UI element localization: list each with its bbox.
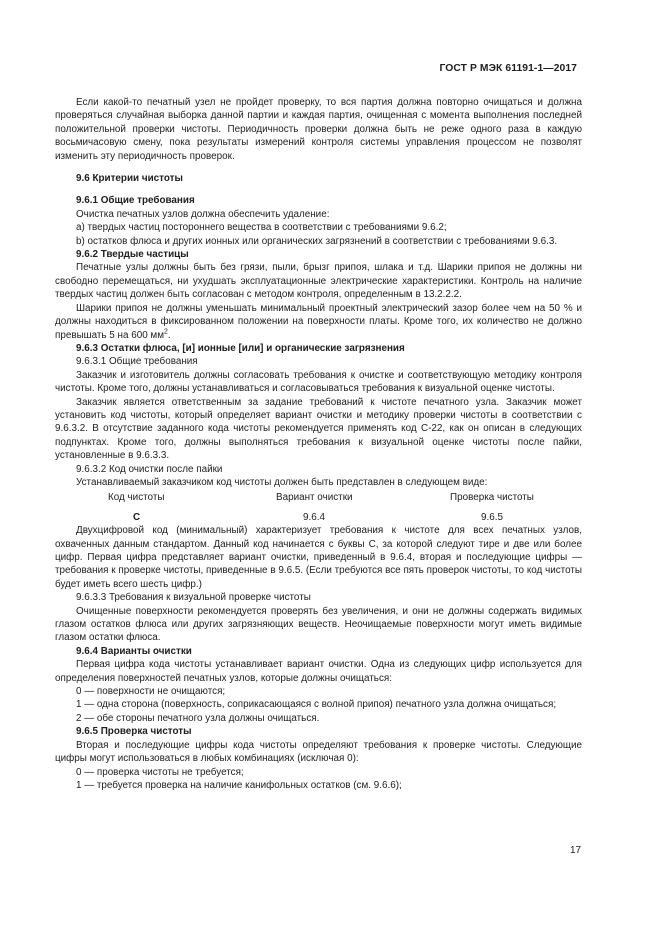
section-9-6-3-3-title: 9.6.3.3 Требования к визуальной проверке чистоты [76, 592, 311, 604]
paragraph: Печатные узлы должны быть без грязи, пыли, брызг припоя, шлака и т.д. Шарики припоя не должны ни свободно перемещаться, ни ухудшать эксплуатационные электрические характеристики. Контроль на наличие твердых частиц должен быть согласован с методом контроля, определенным в 13.2.2.2. [55, 262, 582, 301]
paragraph: Двухцифровой код (минимальный) характеризует требования к чистоте для всех печатных узлов, охваченных данным стандартом. Данный код начинается с буквы С, за которой следуют тире и две или более цифр. Первая цифра представляет вариант очистки, приведенный в 9.6.4, вторая и последующие цифры — требования к проверке чистоты, приведенные в 9.6.5. (Если требуются все пять проверок чистоты, то код чистоты будет иметь всего шесть цифр.) [55, 525, 582, 590]
cleanliness-check-value: 9.6.5 [481, 511, 503, 523]
section-9-6-4-title: 9.6.4 Варианты очистки [76, 645, 192, 657]
page-number: 17 [570, 845, 582, 856]
document-header: ГОСТ Р МЭК 61191-1—2017 [439, 63, 577, 74]
paragraph: Устанавливаемый заказчиком код чистоты должен быть представлен в следующем виде: [76, 476, 488, 488]
cleaning-option-label: Вариант очистки [276, 492, 353, 504]
list-item: 0 — проверка чистоты не требуется; [76, 766, 244, 778]
paragraph: Очищенные поверхности рекомендуется проверять без увеличения, и они не должны содержать видимых глазом остатков флюса или других загрязняющих веществ. Неочищаемые поверхности могут иметь видимые глазом остатки флюса. [55, 605, 582, 644]
paragraph: Заказчик является ответственным за задание требований к чистоте печатного узла. Заказчик может установить код чистоты, который определяет вариант очистки и методику проверки чистоты в соответствии с 9.6.3.2. В отсутствие заданного кода чистоты рекомендуется применять код С-22, как он описан в следующих подпунктах. Кроме того, должны выполняться требования к визуальной оценке чистоты после пайки, установленные в 9.6.3.3. [55, 396, 582, 462]
paragraph: Шарики припоя не должны уменьшать минимальный проектный электрический зазор более чем на 50 % и должны находиться в фиксированном положении на поверхности платы. Кроме того, их количество не должно превышать 5 на 600 $мм^2$. [55, 302, 582, 341]
section-9-6-3-1-title: 9.6.3.1 Общие требования [76, 356, 198, 368]
list-item: 1 — требуется проверка на наличие канифольных остатков (см. 9.6.6); [76, 779, 402, 791]
page-content [55, 96, 582, 792]
list-item: 1 — одна сторона (поверхность, соприкасающаяся с волной припоя) печатного узла должна очищаться; [76, 699, 557, 711]
section-9-6-5-title: 9.6.5 Проверка чистоты [76, 726, 192, 738]
list-item: а) твердых частиц постороннего вещества в соответствии с требованиями 9.6.2; [76, 222, 447, 234]
section-9-6-3-title: 9.6.3 Остатки флюса, [и] ионные [или] и органические загрязнения [76, 342, 405, 354]
section-9-6-2-title: 9.6.2 Твердые частицы [76, 249, 189, 261]
cleanliness-check-label: Проверка чистоты [450, 492, 534, 504]
list-item: b) остатков флюса и других ионных или органических загрязнений в соответствии с требованиями 9.6.3. [76, 235, 558, 247]
list-item: 2 — обе стороны печатного узла должны очищаться. [76, 712, 320, 724]
cleaning-option-value: 9.6.4 [303, 511, 325, 523]
code-format-labels [55, 491, 582, 504]
paragraph: Заказчик и изготовитель должны согласовать требования к очистке и соответствующую методику контроля чистоты. Кроме того, должны устанавливаться и согласовываться требования к визуальной оценке чистоты. [55, 369, 582, 395]
paragraph: Первая цифра кода чистоты устанавливает вариант очистки. Одна из следующих цифр используется для определения поверхностей печатных узлов, которые должны очищаться: [55, 659, 582, 684]
paragraph: Очистка печатных узлов должна обеспечить удаление: [76, 208, 330, 220]
code-value: С [133, 511, 141, 523]
code-format-values [55, 511, 582, 524]
section-9-6-3-2-title: 9.6.3.2 Код очистки после пайки [76, 463, 223, 475]
paragraph: Вторая и последующие цифры кода чистоты определяют требования к проверке чистоты. Следующие цифры могут использоваться в любых комбинациях (исключая 0): [55, 739, 582, 765]
code-label: Код чистоты [108, 492, 165, 504]
list-item: 0 — поверхности не очищаются; [76, 686, 226, 698]
section-9-6-1-title: 9.6.1 Общие требования [76, 195, 195, 207]
intro-paragraph: Если какой-то печатный узел не пройдет проверку, то вся партия должна повторно очищаться и должна проверяться случайная выборка данной партии и каждая партия, очищенная с момента выполнения последней положительной проверки чистоты. Периодичность проверки должна быть не реже одного раза в каждую восьмичасовую смену, пока результаты измерений контроля системы управления процессом не позволят изменить эту периодичность проверок. [55, 97, 582, 162]
section-9-6-title: 9.6 Критерии чистоты [76, 173, 183, 185]
